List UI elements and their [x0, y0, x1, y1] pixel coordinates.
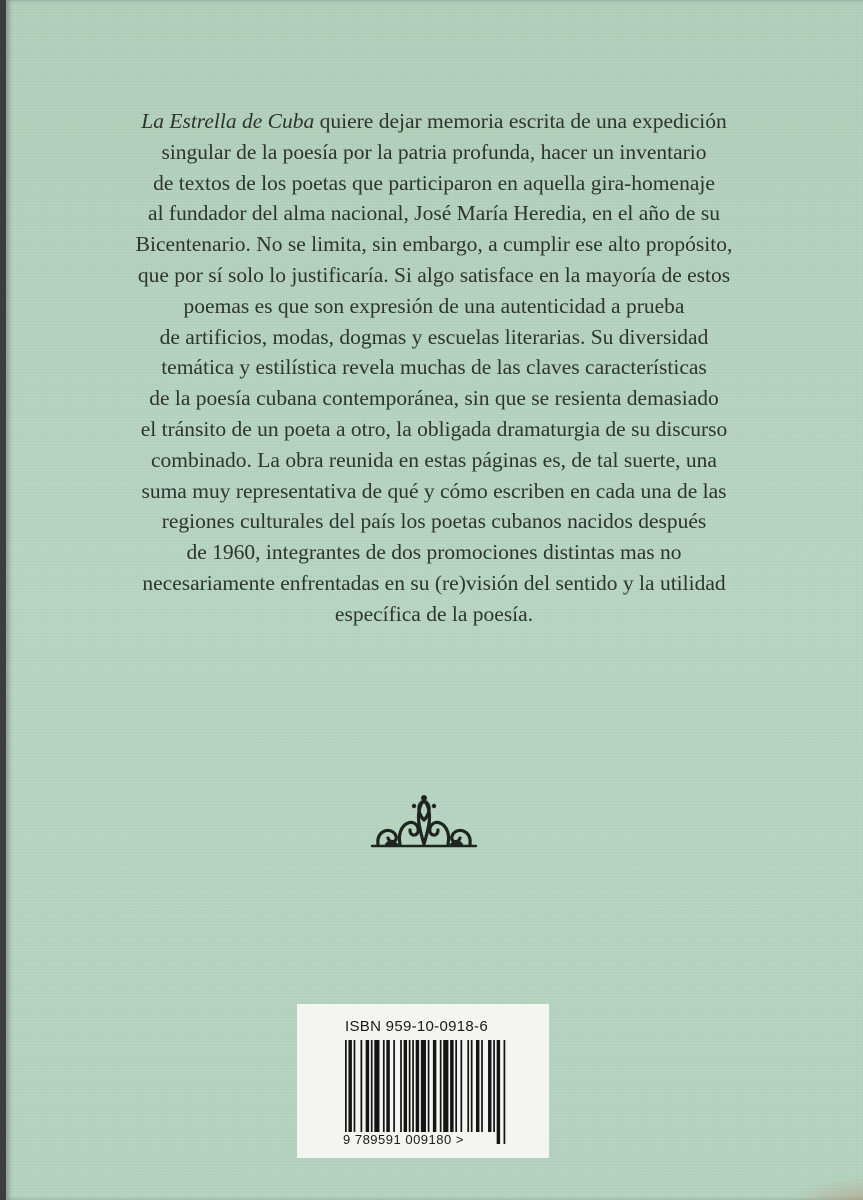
barcode-bar — [488, 1040, 491, 1132]
barcode-digits: 9 789591 009180 > — [343, 1132, 464, 1147]
back-cover-blurb — [66, 106, 802, 630]
barcode-bar — [404, 1040, 407, 1132]
corner-wear — [793, 1178, 863, 1200]
barcode-bar — [409, 1040, 411, 1132]
isbn-number: ISBN 959-10-0918-6 — [345, 1018, 488, 1035]
barcode-bar — [366, 1040, 369, 1132]
barcode-bar — [467, 1040, 469, 1132]
barcode-bar — [460, 1040, 462, 1132]
barcode-bar — [455, 1040, 457, 1132]
barcode-bar — [374, 1040, 379, 1132]
publisher-logo-icon — [370, 790, 478, 852]
book-title: La Estrella de Cuba — [141, 109, 315, 133]
blurb-line: de 1960, integrantes de dos promociones distintas mas no — [186, 540, 682, 565]
blurb-line: Bicentenario. No se limita, sin embargo, a cumplir ese alto propósito, — [135, 232, 733, 257]
barcode-bar — [361, 1040, 363, 1132]
barcode-bar — [412, 1040, 414, 1132]
barcode-bar — [371, 1040, 373, 1132]
barcode-bar — [493, 1040, 495, 1132]
barcode-bars — [345, 1040, 507, 1144]
blurb-line: temática y estilística revela muchas de las claves características — [161, 355, 707, 380]
blurb-line: específica de la poesía. — [334, 601, 534, 626]
blurb-line: regiones culturales del país los poetas cubanos nacidos después — [161, 509, 707, 534]
blurb-line: poemas es que son expresión de una autenticidad a prueba — [183, 293, 685, 318]
barcode-bar — [348, 1040, 351, 1144]
barcode-bar — [428, 1040, 430, 1144]
barcode-bar — [354, 1040, 356, 1132]
blurb-line: suma muy representativa de qué y cómo escriben en cada una de las — [141, 478, 727, 503]
barcode-bar — [443, 1040, 448, 1132]
barcode-bar — [440, 1040, 442, 1132]
barcode-bar — [497, 1040, 500, 1144]
barcode-bar — [450, 1040, 453, 1132]
barcode-bar — [433, 1040, 436, 1132]
blurb-line: singular de la poesía por la patria profunda, hacer un inventario — [161, 139, 707, 164]
blurb-line: de textos de los poetas que participaron en aquella gira-homenaje — [153, 170, 715, 195]
blurb-line: que por sí solo lo justificaría. Si algo satisface en la mayoría de estos — [137, 262, 731, 287]
barcode-bar — [504, 1040, 506, 1144]
barcode-bar — [476, 1040, 479, 1132]
blurb-line: combinado. La obra reunida en estas páginas es, de tal suerte, una — [151, 447, 717, 472]
barcode-label — [297, 1004, 549, 1158]
blurb-line: el tránsito de un poeta a otro, la obligada dramaturgia de su discurso — [140, 416, 728, 441]
blurb-line: al fundador del alma nacional, José María Heredia, en el año de su — [148, 201, 720, 226]
barcode-bar — [383, 1040, 385, 1132]
back-cover — [6, 0, 863, 1200]
barcode-bar — [400, 1040, 402, 1132]
barcode-bar — [393, 1040, 395, 1132]
barcode-bar — [386, 1040, 389, 1132]
barcode-bar — [471, 1040, 473, 1132]
barcode-bar — [421, 1040, 426, 1144]
blurb-line: de la poesía cubana contemporánea, sin que se resienta demasiado — [149, 386, 719, 411]
blurb-line: necesariamente enfrentadas en su (re)visión del sentido y la utilidad — [142, 570, 726, 595]
barcode-bar — [481, 1040, 483, 1132]
blurb-line: de artificios, modas, dogmas y escuelas literarias. Su diversidad — [159, 324, 709, 349]
blurb-line: La Estrella de Cuba quiere dejar memoria escrita de una expedición — [141, 109, 727, 133]
barcode-bar — [416, 1040, 419, 1132]
barcode-bar — [345, 1040, 347, 1144]
